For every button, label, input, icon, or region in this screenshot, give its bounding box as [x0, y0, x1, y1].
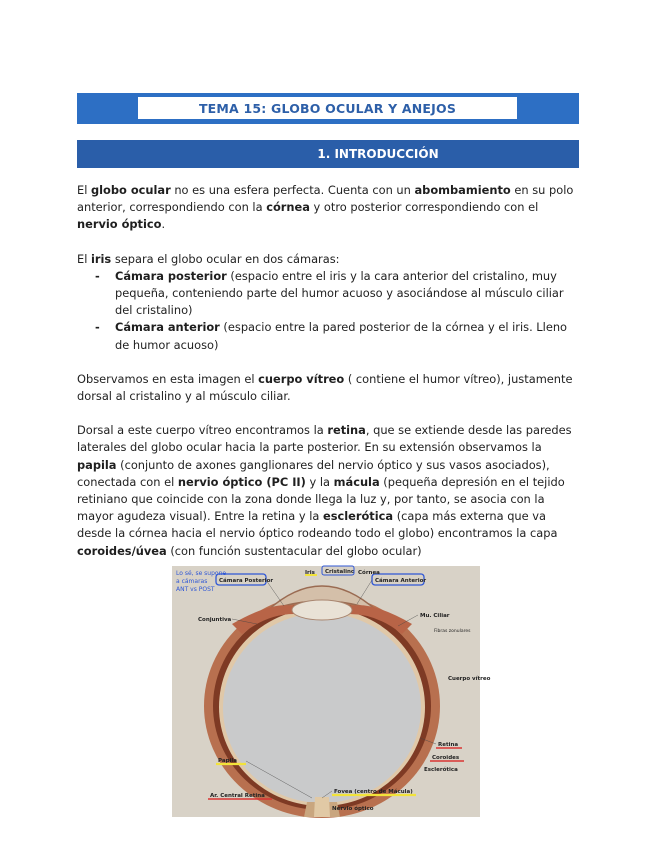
label-ar-central: Ar. Central Retina: [210, 793, 265, 799]
label-cristalino: Cristalino: [325, 569, 355, 575]
label-camara-anterior: Cámara Anterior: [375, 578, 427, 584]
label-fibras-zonulares: Fibras zonulares: [434, 629, 471, 634]
paragraph-retina: Dorsal a este cuerpo vítreo encontramos la retina, que se extiende desde las paredes laterales del globo ocular hacia la parte posterior. En su extensión observamos la papila (conjunto de axones ganglionares del nervio óptico y sus vasos asociados), conectada con el nervio óptico (PC II) y la mácula (pequeña depresión en el tejido retiniano que coincide con la zona donde llega la luz y, por tanto, se asocia con la mayor agudeza visual). Entre la retina y la esclerótica (capa más externa que va desde la córnea hacia el nervio óptico rodeando todo el globo) encontramos la capa coroides/úvea (con función sustentacular del globo ocular): [77, 423, 572, 558]
label-iris: Iris: [305, 570, 315, 576]
label-conjuntiva: Conjuntiva: [198, 617, 232, 623]
list-item: - Cámara anterior (espacio entre la pared posterior de la córnea y el iris. Lleno de humor acuoso): [95, 319, 579, 353]
section-heading: 1. INTRODUCCIÓN: [77, 140, 579, 168]
label-fovea: Fovea (centro de Mácula): [334, 789, 413, 795]
label-m-ciliar: Mu. Ciliar: [420, 613, 450, 619]
label-papila: Papila: [218, 758, 238, 764]
paragraph-iris: El iris separa el globo ocular en dos cámaras:: [77, 251, 340, 266]
note-line: Lo sé, se supone: [176, 570, 227, 577]
list-item: - Cámara posterior (espacio entre el iris y la cara anterior del cristalino, muy pequeña, conteniendo parte del humor acuoso y asociándose al músculo ciliar del cristalino): [95, 268, 579, 320]
label-camara-posterior: Cámara Posterior: [219, 578, 274, 584]
label-coroides: Coroides: [432, 755, 460, 761]
chamber-list: [95, 268, 579, 354]
paragraph-vitreo: Observamos en esta imagen el cuerpo vítreo ( contiene el humor vítreo), justamente dorsal al cristalino y al músculo ciliar.: [77, 371, 573, 404]
note-line: a cámaras: [176, 578, 208, 585]
note-line: ANT vs POST: [176, 586, 215, 593]
paragraph-intro: El globo ocular no es una esfera perfecta. Cuenta con un abombamiento en su polo anterior, correspondiendo con la córnea y otro posterior correspondiendo con el nervio óptico.: [77, 183, 574, 232]
label-esclerotica: Esclerótica: [424, 767, 458, 773]
label-nervio-optico: Nervio óptico: [332, 806, 374, 812]
label-cornea: Córnea: [358, 570, 380, 576]
document-body: [77, 182, 579, 577]
label-retina: Retina: [438, 742, 459, 748]
page-title: TEMA 15: GLOBO OCULAR Y ANEJOS: [138, 97, 517, 119]
eye-diagram-photo: [172, 566, 491, 817]
label-cuerpo-vitreo: Cuerpo vítreo: [448, 676, 491, 682]
